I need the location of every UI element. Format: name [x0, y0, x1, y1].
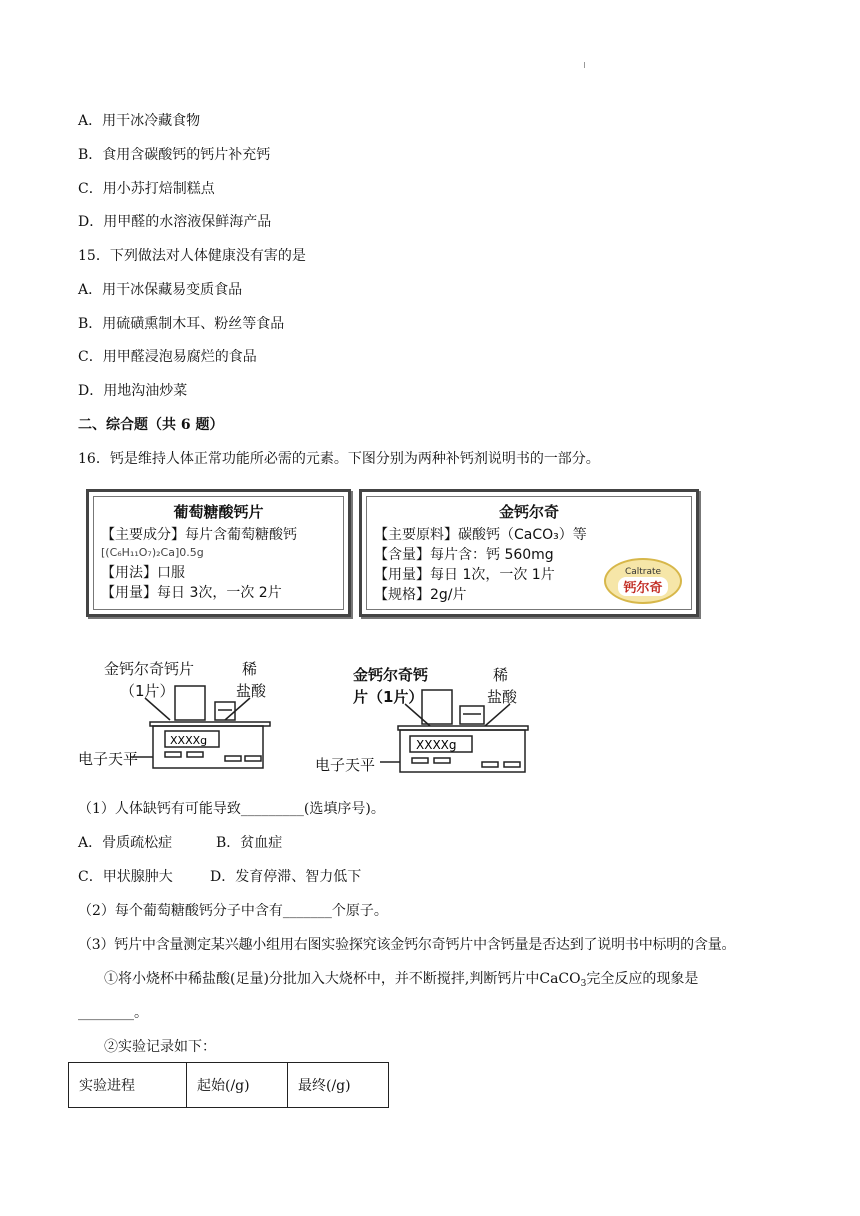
diagram2-balance-label: 电子天平 [315, 756, 376, 774]
label1-line3: 【用量】每日 3次，一次 2片 [101, 585, 282, 601]
q16-sub1: （1）人体缺钙有可能导致_________(选填序号)。 [78, 801, 385, 817]
table-row [69, 1063, 389, 1108]
label2-line3: 【用量】每日 1次，一次 1片 [374, 567, 555, 583]
q15-option-d: D．用地沟油炒菜 [78, 383, 188, 399]
diagram2-acid-label-1: 稀 [493, 666, 509, 684]
caltrate-logo [604, 558, 682, 604]
diagram2-tablet-label: 金钙尔奇钙 [353, 666, 429, 684]
table-header-start: 起始(/g) [187, 1063, 288, 1108]
label1-formula: [(C₆H₁₁O₇)₂Ca]0.5g [101, 546, 204, 559]
step1-text-a: ①将小烧杯中稀盐酸(足量)分批加入大烧杯中，并不断搅拌,判断钙片中 [104, 971, 540, 987]
q16-sub3-step1 [104, 969, 698, 994]
q16-sub3-step1-blank: ________。 [78, 1005, 148, 1021]
q14-option-a: A．用干冰冷藏食物 [78, 113, 201, 129]
q14-option-d: D．用甲醛的水溶液保鲜海产品 [78, 214, 272, 230]
label2-line2: 【含量】每片含：钙 560mg [374, 547, 554, 563]
label-calcium-gluconate [86, 489, 351, 617]
q15-stem: 15．下列做法对人体健康没有害的是 [78, 248, 306, 264]
balance-2-display: XXXXg [416, 738, 457, 752]
balance-1-display: XXXXg [170, 734, 208, 747]
label2-title: 金钙尔奇 [498, 503, 559, 521]
table-header-process: 实验进程 [69, 1063, 187, 1108]
page-mark [584, 62, 585, 68]
label-caltrate [359, 489, 699, 617]
table-header-end: 最终(/g) [288, 1063, 389, 1108]
q15-option-a: A．用干冰保藏易变质食品 [78, 282, 243, 298]
q14-option-c: C．用小苏打焙制糕点 [78, 181, 215, 197]
q16-sub1-option-a: A．骨质疏松症 [78, 835, 173, 851]
step1-text-b: 完全反应的现象是 [586, 971, 699, 987]
q16-sub3: （3）钙片中含量测定某兴趣小组用右图实验探究该金钙尔奇钙片中含钙量是否达到了说明书中标明的含量。 [78, 937, 736, 953]
label1-line2: 【用法】口服 [101, 565, 185, 581]
q15-option-b: B．用硫磺熏制木耳、粉丝等食品 [78, 316, 285, 332]
step1-formula-subscript: 3 [580, 979, 587, 989]
label1-line1: 【主要成分】每片含葡萄糖酸钙 [101, 527, 297, 543]
q16-stem: 16．钙是维持人体正常功能所必需的元素。下图分别为两种补钙剂说明书的一部分。 [78, 451, 600, 467]
diagram1-balance-label: 电子天平 [78, 750, 139, 768]
diagram2-acid-label-2: 盐酸 [487, 688, 518, 706]
q16-sub1-option-c: C．甲状腺肿大 [78, 869, 173, 885]
q16-sub1-option-d: D．发育停滞、智力低下 [210, 869, 362, 885]
label2-line1: 【主要原料】碳酸钙（CaCO₃）等 [374, 527, 587, 543]
diagram2-tablet-count: 片（1片） [353, 688, 424, 706]
diagram1-tablet-count: （1片） [120, 682, 175, 700]
q15-option-c: C．用甲醛浸泡易腐烂的食品 [78, 349, 257, 365]
step1-formula: CaCO [539, 971, 581, 987]
diagram1-tablet-label: 金钙尔奇钙片 [104, 660, 195, 678]
diagram1-acid-label-2: 盐酸 [236, 682, 267, 700]
diagram1-acid-label-1: 稀 [242, 660, 258, 678]
experiment-record-table [68, 1062, 389, 1108]
logo-text-main: 钙尔奇 [618, 577, 667, 596]
label2-line4: 【规格】2g/片 [374, 587, 467, 603]
q14-option-b: B．食用含碳酸钙的钙片补充钙 [78, 147, 271, 163]
logo-text-top: Caltrate [624, 566, 662, 577]
q16-sub1-option-b: B．贫血症 [216, 835, 283, 851]
label1-title: 葡萄糖酸钙片 [173, 503, 264, 521]
section-heading: 二、综合题（共 6 题） [78, 417, 224, 433]
q16-sub3-step2: ②实验记录如下： [104, 1039, 216, 1055]
q16-sub2: （2）每个葡萄糖酸钙分子中含有_______个原子。 [78, 903, 388, 919]
